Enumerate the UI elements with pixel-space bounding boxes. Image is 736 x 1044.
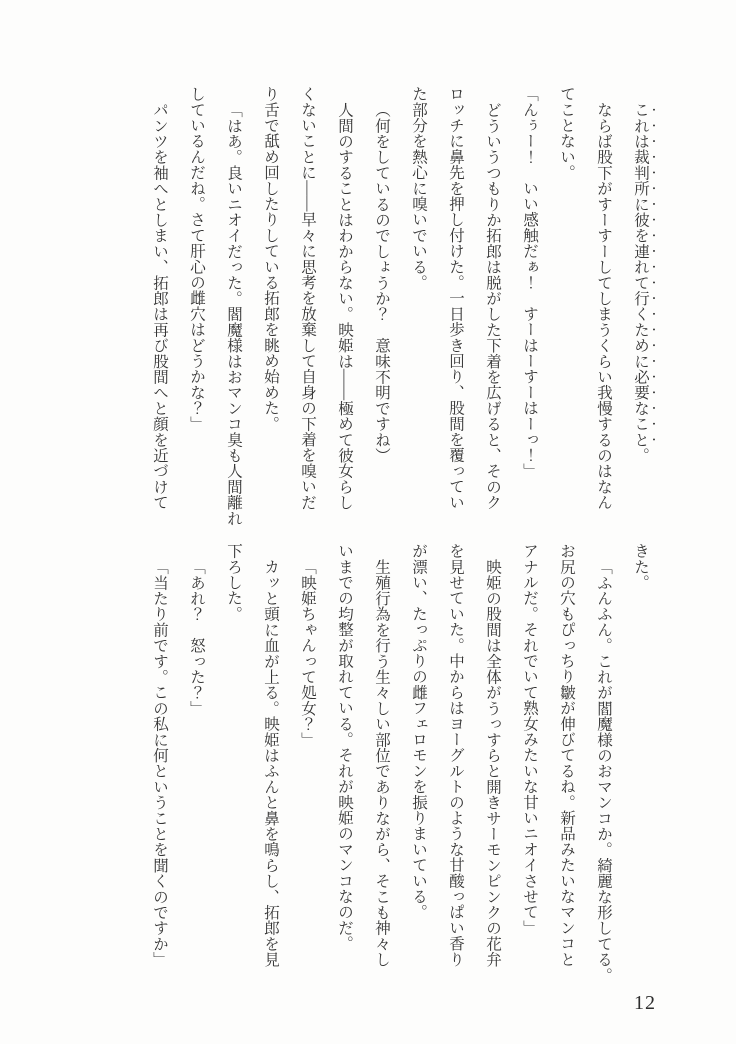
text-line bbox=[585, 543, 622, 987]
text-run: ならば股下がすーすーしてしまうくらい我慢するのはなん bbox=[595, 101, 612, 510]
text-run: 人間のすることはわからない。映姫は――極めて彼女らし bbox=[336, 101, 353, 510]
text-run: 下ろした。 bbox=[225, 543, 242, 622]
text-run: を見せていた。中からはヨーグルトのような甘酸っぱい香り bbox=[447, 543, 464, 967]
text-run: いまでの均整が取れている。それが映姫のマンコなのだ。 bbox=[336, 543, 353, 952]
text-line bbox=[474, 543, 511, 987]
text-line bbox=[326, 86, 363, 530]
text-run: 「映姫ちゃんって処女？」 bbox=[299, 558, 316, 747]
text-run: 「んぅー！ いい感触だぁ！ すーはーすーはーっ！」 bbox=[521, 86, 538, 479]
text-run: アナルだ。それでいて熟女みたいな甘いニオイさせて」 bbox=[521, 543, 538, 936]
text-run: り舌で舐め回したりしている拓郎を眺め始めた。 bbox=[262, 86, 279, 432]
text-run: ロッチに鼻先を押し付けた。一日歩き回り、股間を覆ってい bbox=[447, 86, 464, 510]
text-run: くないことに――早々に思考を放棄して自身の下着を嗅いだ bbox=[299, 86, 316, 510]
text-line bbox=[252, 543, 289, 987]
text-line bbox=[289, 86, 326, 530]
text-run: 「あれ？ 怒った？」 bbox=[188, 558, 205, 716]
text-line bbox=[363, 543, 400, 987]
text-run: カッと頭に血が上る。映姫はふんと鼻を鳴らし、拓郎を見 bbox=[262, 558, 279, 967]
text-line bbox=[252, 86, 289, 530]
text-line bbox=[141, 86, 178, 530]
text-run: 生殖行為を行う生々しい部位でありながら、そこも神々し bbox=[373, 558, 390, 967]
text-line bbox=[326, 543, 363, 987]
text-line bbox=[400, 543, 437, 987]
text-run: 映姫の股間は全体がうっすらと開きサーモンピンクの花弁 bbox=[484, 558, 501, 967]
text-line bbox=[474, 86, 511, 530]
text-run: が漂い、たっぷりの雌フェロモンを振りまいている。 bbox=[410, 543, 427, 920]
page-number: 12 bbox=[634, 992, 656, 1014]
text-line bbox=[178, 543, 215, 987]
text-line bbox=[511, 86, 548, 530]
text-run: きた。 bbox=[632, 543, 649, 591]
text-line bbox=[622, 543, 659, 987]
text-run: 「当たり前です。この私に何ということを聞くのですか」 bbox=[151, 558, 168, 967]
text-line bbox=[511, 543, 548, 987]
text-line bbox=[215, 86, 252, 530]
text-band-upper bbox=[141, 86, 659, 530]
text-run: 。 bbox=[632, 446, 649, 463]
text-run: （何をしているのでしょうか？ 意味不明ですね） bbox=[373, 101, 390, 463]
text-line bbox=[215, 543, 252, 987]
text-line bbox=[548, 86, 585, 530]
text-run: どういうつもりか拓郎は脱がした下着を広げると、そのク bbox=[484, 101, 501, 510]
text-run: 「ふんふん。これが閻魔様のおマンコか。綺麗な形してる。 bbox=[595, 558, 612, 983]
text-run: た部分を熱心に嗅いでいる。 bbox=[410, 86, 427, 291]
text-line bbox=[289, 543, 326, 987]
text-line bbox=[585, 86, 622, 530]
text-line bbox=[437, 86, 474, 530]
text-line bbox=[363, 86, 400, 530]
text-run: しているんだね。さて肝心の雌穴はどうかな？」 bbox=[188, 86, 205, 432]
text-line bbox=[141, 543, 178, 987]
text-line bbox=[548, 543, 585, 987]
text-run: 「はあ。良いニオイだった。閻魔様はおマンコ臭も人間離れ bbox=[225, 101, 242, 526]
text-line bbox=[178, 86, 215, 530]
text-line bbox=[437, 543, 474, 987]
emphasis-dotted-text: これは裁判所に彼を連れて行くために必要なこと bbox=[632, 101, 649, 447]
text-line bbox=[622, 86, 659, 530]
text-band-lower bbox=[141, 543, 659, 987]
text-line bbox=[400, 86, 437, 530]
text-run: パンツを袖へとしまい、拓郎は再び股間へと顔を近づけて bbox=[151, 101, 168, 510]
text-run: てことない。 bbox=[558, 86, 575, 181]
text-run: お尻の穴もぴっちり皺が伸びてるね。新品みたいなマンコと bbox=[558, 543, 575, 967]
